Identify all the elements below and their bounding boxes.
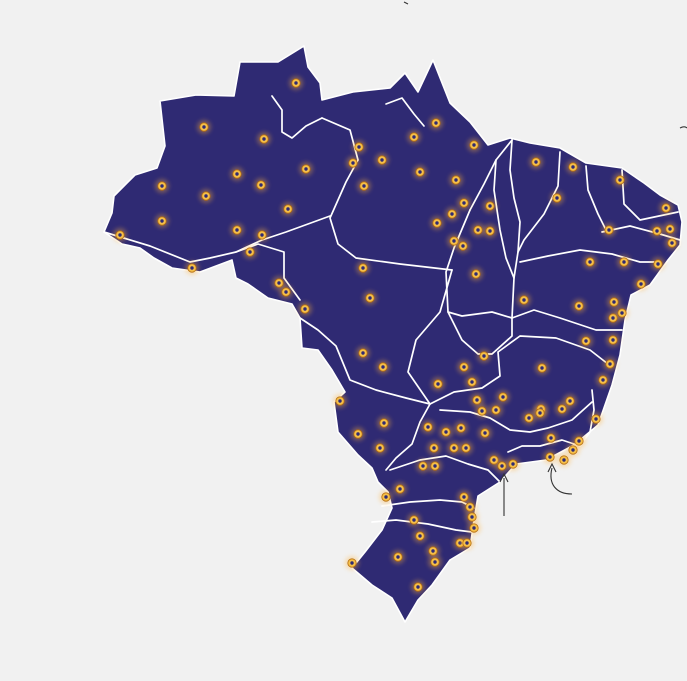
city-marker-core — [488, 204, 491, 207]
city-marker — [281, 202, 295, 216]
city-marker-core — [248, 250, 251, 253]
city-marker — [113, 228, 127, 242]
city-marker — [427, 441, 441, 455]
city-marker-core — [294, 81, 297, 84]
city-marker — [467, 521, 481, 535]
city-marker — [663, 222, 677, 236]
city-marker-core — [461, 244, 464, 247]
city-marker — [416, 459, 430, 473]
city-marker-core — [465, 541, 468, 544]
city-marker-core — [118, 233, 121, 236]
city-marker-core — [450, 212, 453, 215]
city-marker — [457, 196, 471, 210]
city-marker — [456, 239, 470, 253]
city-marker-core — [235, 228, 238, 231]
city-marker — [346, 156, 360, 170]
city-marker-core — [412, 135, 415, 138]
city-marker-core — [488, 229, 491, 232]
city-marker — [430, 216, 444, 230]
city-marker-core — [470, 515, 473, 518]
city-marker-core — [452, 446, 455, 449]
city-marker — [199, 189, 213, 203]
city-marker-core — [571, 448, 574, 451]
city-marker-core — [398, 487, 401, 490]
annotation-line-northeast — [680, 127, 687, 128]
city-marker-core — [262, 137, 265, 140]
city-marker — [566, 160, 580, 174]
city-marker-core — [577, 439, 580, 442]
city-marker-core — [160, 219, 163, 222]
city-marker-core — [202, 125, 205, 128]
city-marker-core — [483, 431, 486, 434]
city-marker-core — [618, 178, 621, 181]
city-marker — [449, 173, 463, 187]
city-marker-core — [492, 458, 495, 461]
city-marker — [333, 394, 347, 408]
city-marker — [489, 403, 503, 417]
city-marker-core — [190, 266, 193, 269]
city-marker — [550, 191, 564, 205]
city-marker-core — [418, 170, 421, 173]
city-marker — [529, 155, 543, 169]
city-marker-core — [433, 464, 436, 467]
city-marker-core — [361, 351, 364, 354]
city-marker — [579, 334, 593, 348]
city-marker-core — [470, 380, 473, 383]
city-marker-core — [462, 365, 465, 368]
city-marker-core — [608, 362, 611, 365]
city-marker — [543, 450, 557, 464]
city-marker — [483, 199, 497, 213]
city-marker — [363, 291, 377, 305]
city-marker — [279, 285, 293, 299]
city-marker-core — [656, 262, 659, 265]
city-marker-core — [416, 585, 419, 588]
city-marker — [544, 431, 558, 445]
city-marker — [596, 373, 610, 387]
city-marker-core — [435, 221, 438, 224]
city-marker-core — [368, 296, 371, 299]
city-marker-core — [622, 260, 625, 263]
city-marker — [413, 529, 427, 543]
city-marker-core — [381, 365, 384, 368]
city-marker — [477, 349, 491, 363]
city-marker — [634, 277, 648, 291]
annotation-line-rio — [551, 468, 572, 494]
city-marker — [428, 555, 442, 569]
city-marker — [659, 201, 673, 215]
city-marker — [428, 459, 442, 473]
city-marker-core — [382, 421, 385, 424]
city-marker-core — [494, 408, 497, 411]
city-marker-core — [464, 446, 467, 449]
city-marker — [555, 402, 569, 416]
city-marker — [379, 490, 393, 504]
city-marker-core — [534, 160, 537, 163]
city-marker — [429, 116, 443, 130]
city-marker — [467, 138, 481, 152]
city-marker-core — [338, 399, 341, 402]
city-marker — [393, 482, 407, 496]
city-marker — [495, 459, 509, 473]
city-marker — [478, 426, 492, 440]
city-marker — [185, 261, 199, 275]
city-marker-core — [350, 561, 353, 564]
city-marker-core — [362, 184, 365, 187]
city-marker-core — [204, 194, 207, 197]
city-marker-core — [436, 382, 439, 385]
city-marker — [583, 255, 597, 269]
city-marker-core — [418, 534, 421, 537]
city-marker-core — [474, 272, 477, 275]
city-marker — [376, 360, 390, 374]
city-marker — [535, 361, 549, 375]
city-marker-core — [303, 307, 306, 310]
city-marker — [197, 120, 211, 134]
city-marker — [602, 223, 616, 237]
city-marker-core — [568, 399, 571, 402]
city-marker-core — [670, 241, 673, 244]
city-marker-core — [277, 281, 280, 284]
city-marker-core — [459, 426, 462, 429]
city-marker-core — [480, 409, 483, 412]
city-marker-core — [356, 432, 359, 435]
city-marker-core — [434, 121, 437, 124]
city-marker-core — [259, 183, 262, 186]
city-marker — [407, 513, 421, 527]
city-marker-core — [549, 436, 552, 439]
city-marker-core — [668, 227, 671, 230]
city-marker-core — [562, 458, 565, 461]
city-marker — [345, 556, 359, 570]
city-marker-core — [611, 338, 614, 341]
city-marker-core — [594, 417, 597, 420]
city-marker — [606, 333, 620, 347]
city-marker — [357, 179, 371, 193]
city-marker — [447, 441, 461, 455]
city-marker — [517, 293, 531, 307]
city-marker-core — [472, 526, 475, 529]
city-marker-core — [357, 145, 360, 148]
city-marker-core — [584, 339, 587, 342]
city-marker — [377, 416, 391, 430]
city-marker-core — [472, 143, 475, 146]
city-marker-core — [304, 167, 307, 170]
city-marker-core — [260, 233, 263, 236]
city-marker — [454, 421, 468, 435]
city-marker-core — [538, 411, 541, 414]
city-marker — [572, 299, 586, 313]
city-marker-core — [611, 316, 614, 319]
city-marker-core — [527, 416, 530, 419]
city-marker — [431, 377, 445, 391]
city-marker-core — [284, 290, 287, 293]
city-marker-core — [160, 184, 163, 187]
city-marker — [352, 140, 366, 154]
city-marker-core — [433, 560, 436, 563]
city-marker-core — [468, 505, 471, 508]
city-marker-core — [607, 228, 610, 231]
city-marker — [230, 167, 244, 181]
city-marker — [457, 360, 471, 374]
city-marker — [356, 261, 370, 275]
city-marker — [460, 536, 474, 550]
city-marker — [615, 306, 629, 320]
city-marker — [533, 406, 547, 420]
city-marker-core — [396, 555, 399, 558]
city-marker-core — [664, 206, 667, 209]
city-marker-core — [235, 172, 238, 175]
city-marker — [351, 427, 365, 441]
city-marker-core — [444, 430, 447, 433]
city-marker — [445, 207, 459, 221]
city-marker — [155, 214, 169, 228]
city-marker-core — [431, 549, 434, 552]
city-marker-core — [286, 207, 289, 210]
city-marker-core — [540, 366, 543, 369]
city-marker — [254, 178, 268, 192]
city-marker — [496, 390, 510, 404]
city-marker-core — [380, 158, 383, 161]
city-marker — [375, 153, 389, 167]
city-marker-core — [548, 455, 551, 458]
city-marker — [255, 228, 269, 242]
city-marker-core — [412, 518, 415, 521]
city-marker-core — [421, 464, 424, 467]
city-marker — [299, 162, 313, 176]
annotation-tick-top — [404, 2, 408, 4]
city-marker — [459, 441, 473, 455]
city-marker — [243, 245, 257, 259]
city-marker — [603, 357, 617, 371]
city-marker — [439, 425, 453, 439]
city-marker — [421, 420, 435, 434]
city-marker — [617, 255, 631, 269]
city-marker-core — [639, 282, 642, 285]
city-marker — [230, 223, 244, 237]
city-marker — [613, 173, 627, 187]
city-marker-core — [384, 495, 387, 498]
city-marker-core — [620, 311, 623, 314]
city-marker — [651, 257, 665, 271]
city-marker-core — [555, 196, 558, 199]
city-marker-core — [522, 298, 525, 301]
city-marker-core — [426, 425, 429, 428]
city-marker — [475, 404, 489, 418]
city-marker-core — [462, 201, 465, 204]
city-marker-core — [432, 446, 435, 449]
city-marker — [665, 236, 679, 250]
city-marker — [356, 346, 370, 360]
city-marker-core — [476, 228, 479, 231]
city-marker-core — [571, 165, 574, 168]
city-marker — [411, 580, 425, 594]
city-marker — [483, 224, 497, 238]
city-marker-core — [500, 464, 503, 467]
city-marker-core — [612, 300, 615, 303]
city-marker — [373, 441, 387, 455]
city-marker-core — [452, 239, 455, 242]
city-marker — [465, 375, 479, 389]
city-marker-core — [588, 260, 591, 263]
city-marker-core — [577, 304, 580, 307]
city-marker-core — [601, 378, 604, 381]
city-marker-core — [378, 446, 381, 449]
city-marker-core — [462, 495, 465, 498]
city-marker-core — [454, 178, 457, 181]
city-marker-core — [361, 266, 364, 269]
city-marker — [589, 412, 603, 426]
city-marker — [298, 302, 312, 316]
city-marker — [471, 223, 485, 237]
city-marker-core — [655, 229, 658, 232]
city-marker-core — [351, 161, 354, 164]
city-marker-core — [475, 398, 478, 401]
city-marker-core — [482, 354, 485, 357]
city-marker — [650, 224, 664, 238]
city-marker — [469, 267, 483, 281]
city-marker — [257, 132, 271, 146]
city-marker — [289, 76, 303, 90]
city-marker-core — [511, 462, 514, 465]
city-marker-core — [501, 395, 504, 398]
city-marker — [155, 179, 169, 193]
city-marker-core — [560, 407, 563, 410]
city-marker — [391, 550, 405, 564]
brazil-landmass — [104, 46, 682, 622]
city-marker — [557, 453, 571, 467]
city-marker — [413, 165, 427, 179]
city-marker — [407, 130, 421, 144]
